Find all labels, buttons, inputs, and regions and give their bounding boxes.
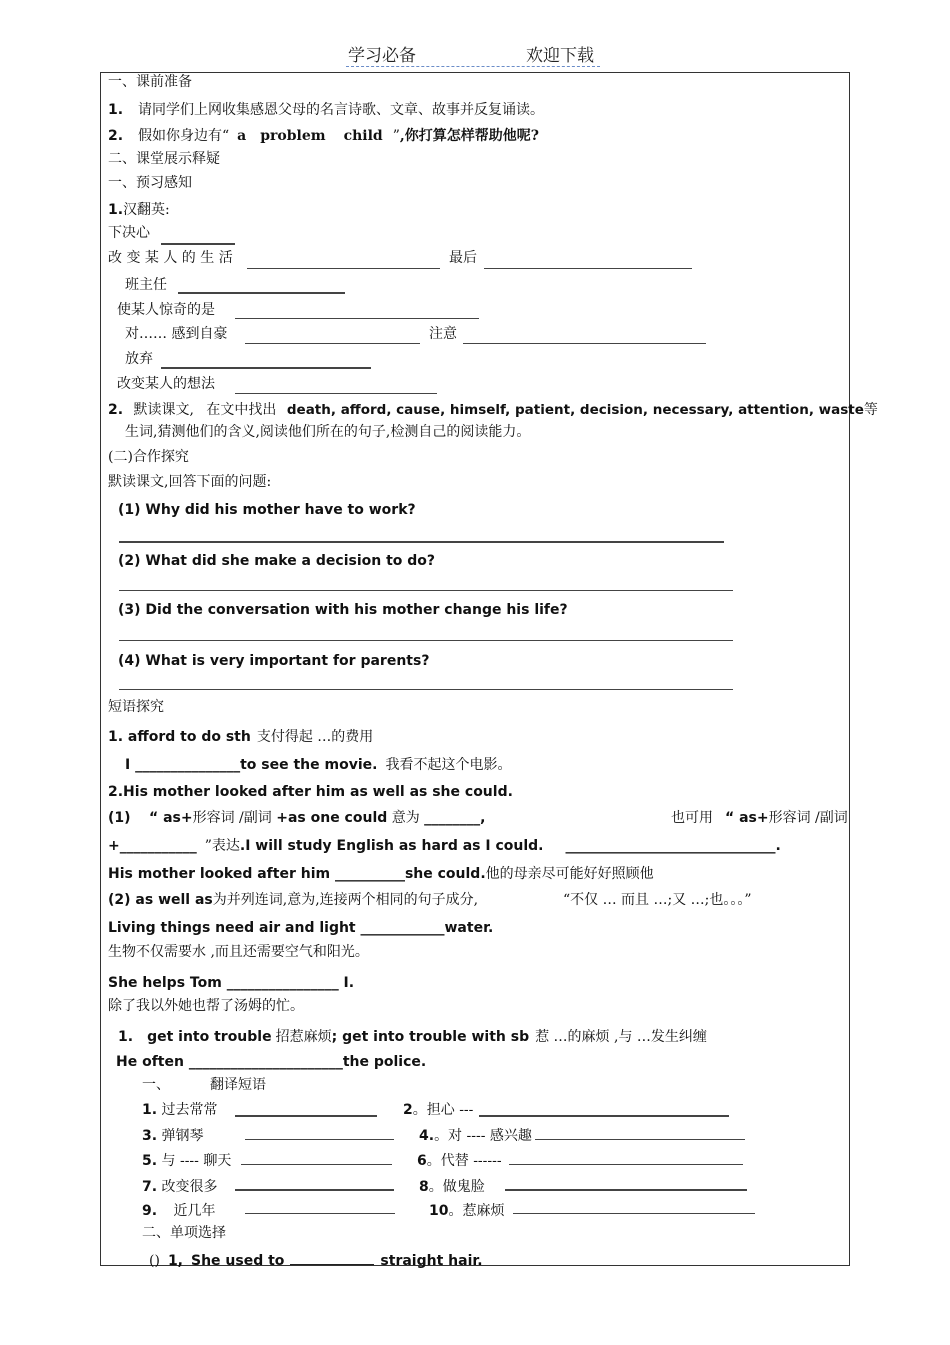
vocab-prompt: 使某人惊奇的是 — [117, 302, 215, 318]
phrase-item: 2.His mother looked after him as well as she could. — [108, 784, 513, 800]
instruction-text: 假如你身边有“ a problem child ”,你打算怎样帮助他呢? — [138, 128, 539, 144]
vocab-prompt: 放弃 — [125, 351, 153, 367]
section-heading: 一、 翻译短语 — [142, 1077, 266, 1093]
example-sentence: I _______________to see the movie. 我看不起这个电影。 — [125, 757, 512, 773]
question: (2) What did she make a decision to do? — [118, 553, 436, 569]
page-header — [346, 40, 600, 67]
answer-blank — [235, 1115, 377, 1117]
vocab-item: 1. 过去常常 — [142, 1102, 218, 1118]
vocab-item: 6。代替 ------ — [417, 1153, 502, 1169]
header-left: 学习必备 — [348, 46, 416, 66]
grammar-note: +___________ ”表达.I will study English as hard as I could. ______________________________. — [108, 838, 781, 854]
answer-blank — [505, 1189, 747, 1191]
vocab-prompt: 班主任 — [125, 277, 167, 293]
answer-blank — [178, 292, 345, 294]
example-sentence: She helps Tom ________________ I. — [108, 975, 355, 991]
answer-blank — [161, 243, 235, 245]
instruction-text: 默读课文,回答下面的问题: — [108, 474, 272, 490]
vocab-item: 2。担心 --- — [403, 1102, 474, 1118]
section-heading: 二、单项选择 — [142, 1225, 226, 1241]
grammar-note: (2) as well as为并列连词,意为,连接两个相同的句子成分, — [108, 892, 479, 908]
answer-blank — [245, 1139, 394, 1140]
answer-line — [119, 541, 724, 543]
vocab-item: 7. 改变很多 — [142, 1179, 218, 1195]
vocab-prompt: 对…… 感到自豪 — [125, 326, 228, 342]
vocab-prompt: 最后 — [449, 250, 477, 266]
vocab-prompt: 下决心 — [108, 225, 150, 241]
answer-line — [119, 590, 733, 591]
vocab-item: 8。做鬼脸 — [419, 1179, 485, 1195]
example-sentence: Living things need air and light ____________water. — [108, 920, 494, 936]
answer-blank — [463, 343, 706, 344]
vocab-item: 10。惹麻烦 — [429, 1203, 505, 1219]
grammar-note: 也可用 “ as+形容词 /副词 — [671, 810, 848, 826]
vocab-prompt: 改 变 某 人 的 生 活 — [108, 250, 233, 266]
answer-line — [119, 640, 733, 641]
example-sentence: His mother looked after him __________she could.他的母亲尽可能好好照顾他 — [108, 866, 654, 882]
instruction-text: 生词,猜测他们的含义,阅读他们所在的句子,检测自己的阅读能力。 — [125, 424, 531, 440]
vocab-item: 3. 弹钢琴 — [142, 1128, 204, 1144]
translation: 除了我以外她也帮了汤姆的忙。 — [108, 998, 304, 1014]
item-number: 2. — [108, 128, 124, 144]
answer-line — [119, 689, 733, 690]
question: (3) Did the conversation with his mother change his life? — [118, 602, 568, 618]
example-sentence: He often ______________________the police. — [116, 1054, 427, 1070]
answer-blank — [241, 1164, 392, 1165]
answer-blank — [247, 268, 440, 269]
phrase-item: 1. afford to do sth 支付得起 …的费用 — [108, 729, 374, 745]
section-heading: 一、课前准备 — [108, 74, 192, 90]
worksheet-box — [100, 72, 878, 1269]
section-heading: (二)合作探究 — [108, 449, 189, 465]
vocab-item: 9. 近几年 — [142, 1203, 216, 1219]
grammar-note: “不仅 … 而且 …;又 …;也。。。” — [563, 892, 752, 908]
question: (4) What is very important for parents? — [118, 653, 430, 669]
answer-blank — [245, 1213, 395, 1214]
section-heading: 二、课堂展示释疑 — [108, 151, 220, 167]
phrase-item: 1. get into trouble 招惹麻烦; get into trouble with sb 惹 …的麻烦 ,与 …发生纠缠 — [118, 1029, 707, 1045]
answer-blank — [509, 1164, 743, 1165]
answer-blank — [161, 367, 371, 369]
sub-heading: 1.汉翻英: — [108, 202, 170, 218]
vocab-prompt: 注意 — [429, 326, 457, 342]
instruction-text: 请同学们上网收集感恩父母的名言诗歌、文章、故事并反复诵读。 — [138, 102, 544, 118]
translation: 生物不仅需要水 ,而且还需要空气和阳光。 — [108, 944, 369, 960]
answer-blank — [484, 268, 692, 269]
instruction-text: 2. 默读课文, 在文中找出 death, afford, cause, himself, patient, decision, necessary, attention, waste等 — [108, 402, 878, 418]
answer-blank — [479, 1115, 729, 1117]
vocab-prompt: 改变某人的想法 — [117, 376, 215, 392]
choice-question: () 1, She used to straight hair. — [149, 1250, 483, 1270]
answer-blank — [235, 318, 479, 319]
header-right: 欢迎下载 — [526, 46, 594, 66]
item-number: 1. — [108, 102, 124, 118]
vocab-item: 4.。对 ---- 感兴趣 — [419, 1128, 532, 1144]
grammar-note: (1) “ as+形容词 /副词 +as one could 意为 ________, — [108, 810, 486, 826]
section-heading: 短语探究 — [108, 699, 164, 715]
answer-blank — [245, 343, 420, 344]
answer-blank — [513, 1213, 755, 1214]
answer-blank — [235, 393, 437, 394]
vocab-item: 5. 与 ---- 聊天 — [142, 1153, 232, 1169]
question: (1) Why did his mother have to work? — [118, 502, 416, 518]
section-heading: 一、预习感知 — [108, 175, 192, 191]
answer-blank — [535, 1139, 745, 1140]
answer-blank — [235, 1189, 394, 1191]
